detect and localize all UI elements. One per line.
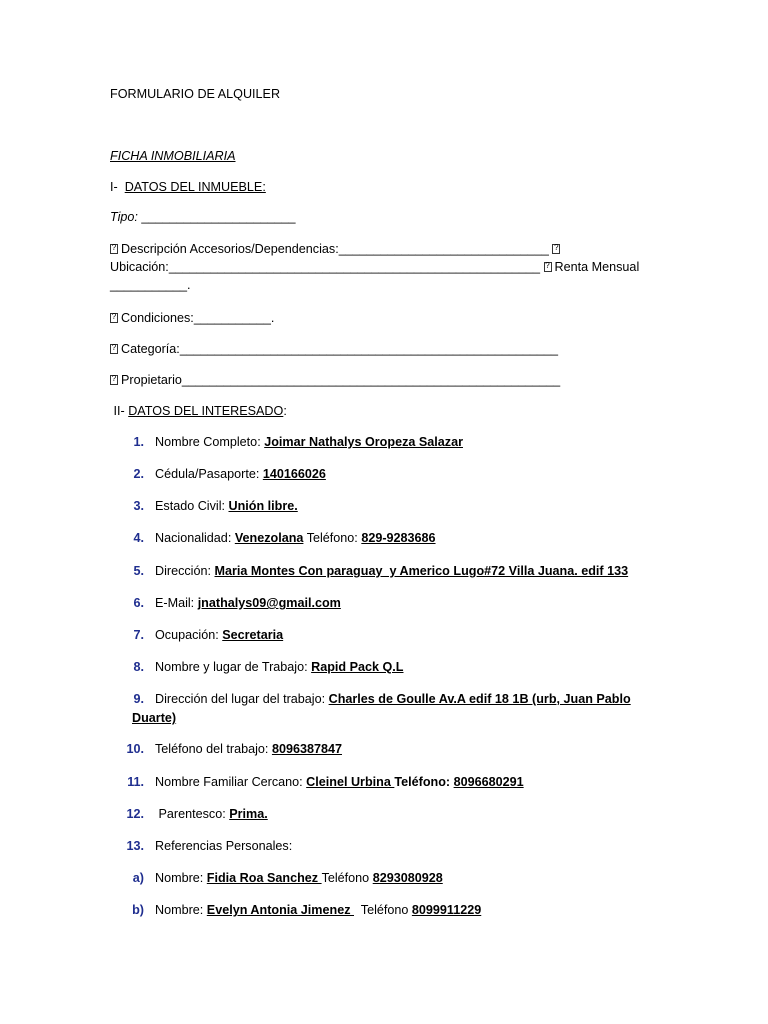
- ref-letter: b): [132, 903, 144, 917]
- item-value: Joimar Nathalys Oropeza Salazar: [264, 435, 463, 449]
- list-item: [155, 627, 283, 643]
- ubicacion-blank: _____________________________________________________: [168, 260, 544, 274]
- categoria-line: [110, 341, 558, 357]
- list-item: [155, 595, 341, 611]
- item-value: Cleinel Urbina: [306, 775, 395, 789]
- item-number: 8.: [133, 660, 144, 674]
- item-label: Cédula/Pasaporte:: [155, 467, 263, 481]
- item-label: Ocupación:: [155, 628, 223, 642]
- item-label: E-Mail:: [155, 596, 198, 610]
- renta-label: Renta Mensual: [554, 260, 640, 274]
- reference-item: [155, 902, 481, 918]
- checkbox-icon: [110, 313, 118, 323]
- item-label-2: Teléfono:: [303, 531, 362, 545]
- descripcion-blank: ______________________________: [338, 242, 553, 256]
- checkbox-icon: [544, 262, 552, 272]
- ref-phone-label: Teléfono: [321, 871, 373, 885]
- item-label: Nombre Familiar Cercano:: [155, 775, 307, 789]
- propietario-label: Propietario: [121, 373, 182, 387]
- item-value-continuation: Duarte): [132, 711, 177, 725]
- item-number: 4.: [133, 531, 144, 545]
- item-value: 8096387847: [271, 742, 342, 756]
- list-item: [155, 466, 326, 482]
- tipo-label: Tipo:: [110, 210, 138, 224]
- list-item: [155, 498, 298, 514]
- item-number: 13.: [126, 839, 144, 853]
- item-label: Teléfono del trabajo:: [155, 742, 272, 756]
- list-item: [155, 659, 404, 675]
- item-label: Dirección:: [155, 564, 215, 578]
- item-value: Secretaria: [222, 628, 284, 642]
- form-subtitle: FICHA INMOBILIARIA: [110, 149, 236, 163]
- ref-name: Evelyn Antonia Jimenez: [206, 903, 354, 917]
- ref-label: Nombre:: [155, 871, 207, 885]
- ref-phone: 8099911229: [411, 903, 482, 917]
- condiciones-label: Condiciones:: [121, 311, 194, 325]
- item-number: 11.: [127, 775, 144, 789]
- ref-name: Fidia Roa Sanchez: [206, 871, 322, 885]
- item-label: Nacionalidad:: [155, 531, 235, 545]
- list-item: [155, 806, 268, 822]
- section-1-prefix: I-: [110, 180, 125, 194]
- item-number: 5.: [133, 564, 144, 578]
- item-number: 10.: [126, 742, 144, 756]
- section-2-prefix: II-: [110, 404, 129, 418]
- section-1-heading: [110, 179, 266, 195]
- categoria-label: Categoría:: [121, 342, 180, 356]
- item-number: 1.: [133, 435, 144, 449]
- list-item: [155, 838, 292, 854]
- item-number: 3.: [133, 499, 144, 513]
- checkbox-icon: [110, 375, 118, 385]
- renta-blank: ___________.: [110, 278, 191, 292]
- checkbox-icon: [110, 344, 118, 354]
- condiciones-blank: ___________.: [193, 311, 275, 325]
- item-value: Rapid Pack Q.L: [311, 660, 404, 674]
- document-title: FORMULARIO DE ALQUILER: [110, 87, 281, 101]
- list-item: [155, 691, 631, 707]
- item-label: Dirección del lugar del trabajo:: [155, 692, 329, 706]
- categoria-blank: ______________________________________________________: [179, 342, 559, 356]
- section-2-colon: :: [283, 404, 287, 418]
- item-label: Nombre Completo:: [155, 435, 265, 449]
- list-item: [155, 434, 463, 450]
- section-2-title: DATOS DEL INTERESADO: [128, 404, 284, 418]
- item-label: Parentesco:: [155, 807, 230, 821]
- item-number: 6.: [133, 596, 144, 610]
- descripcion-line: [110, 241, 563, 257]
- item-number: 7.: [133, 628, 144, 642]
- item-value: 140166026: [262, 467, 326, 481]
- ref-phone: 8293080928: [372, 871, 443, 885]
- condiciones-line: [110, 310, 274, 326]
- item-value: Maria Montes Con paraguay y Americo Lugo#72 Villa Juana. edif 133: [214, 564, 629, 578]
- list-item: [155, 530, 436, 546]
- section-1-title: DATOS DEL INMUEBLE:: [124, 180, 266, 194]
- propietario-line: [110, 372, 560, 388]
- tipo-line: [110, 209, 295, 225]
- item-value: Venezolana: [234, 531, 304, 545]
- item-value: Charles de Goulle Av.A edif 18 1B (urb, Juan Pablo: [328, 692, 631, 706]
- item-value-2: 8096680291: [453, 775, 524, 789]
- item-label: Estado Civil:: [155, 499, 229, 513]
- item-value: Prima.: [229, 807, 268, 821]
- item-value: Unión libre.: [228, 499, 298, 513]
- propietario-blank: ______________________________________________________: [181, 373, 561, 387]
- section-2-heading: [110, 403, 287, 419]
- ref-letter: a): [132, 871, 144, 885]
- checkbox-icon: [552, 244, 560, 254]
- item-label-2: Teléfono:: [394, 775, 454, 789]
- item-number: 9.: [133, 692, 144, 706]
- email-value: jnathalys09@gmail.com: [197, 596, 341, 610]
- item-number: 12.: [126, 807, 144, 821]
- list-item: [155, 563, 628, 579]
- descripcion-label: Descripción Accesorios/Dependencias:: [121, 242, 339, 256]
- item-label: Nombre y lugar de Trabajo:: [155, 660, 312, 674]
- ubicacion-label: Ubicación:: [110, 260, 169, 274]
- checkbox-icon: [110, 244, 118, 254]
- reference-item: [155, 870, 443, 886]
- ubicacion-line: [110, 259, 639, 275]
- list-item: [155, 741, 342, 757]
- tipo-blank: ______________________: [137, 210, 296, 224]
- ref-phone-label: Teléfono: [354, 903, 412, 917]
- ref-label: Nombre:: [155, 903, 207, 917]
- item-value-2: 829-9283686: [361, 531, 436, 545]
- list-item: [155, 774, 524, 790]
- item-label: Referencias Personales:: [155, 839, 293, 853]
- item-number: 2.: [133, 467, 144, 481]
